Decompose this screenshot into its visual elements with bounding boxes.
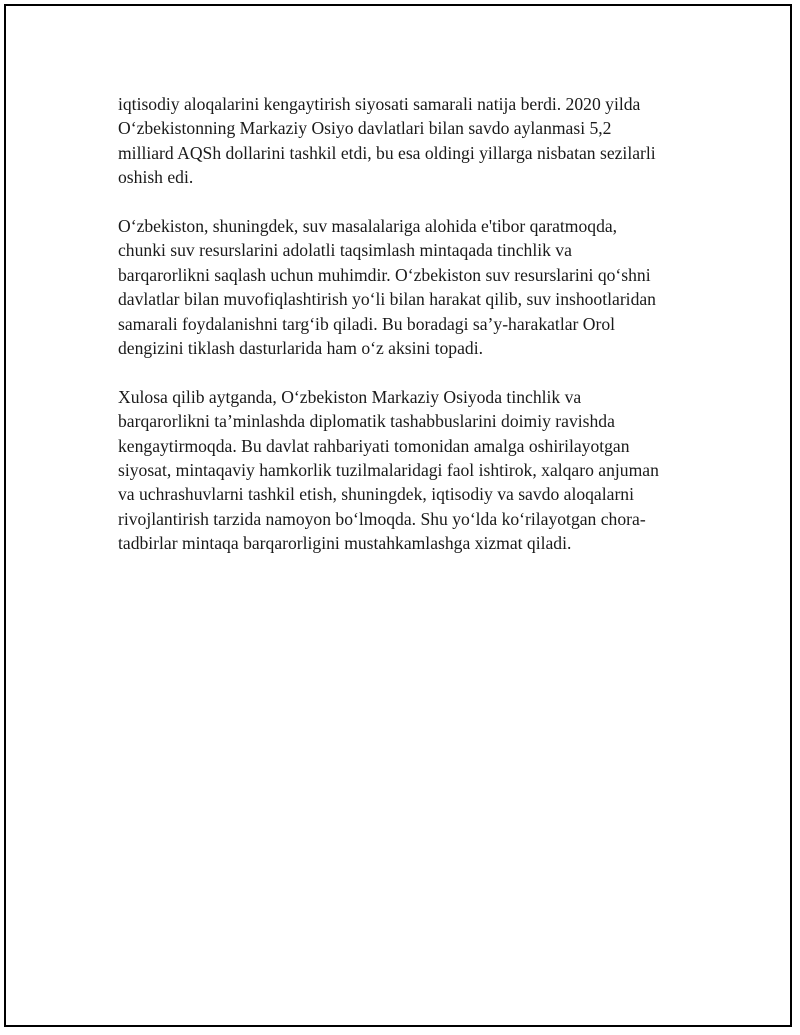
text-line: samarali foydalanishni targ‘ib qiladi. Bu boradagi sa’y-harakatlar Orol xyxy=(118,313,616,334)
paragraph-conclusion xyxy=(118,385,708,556)
text-line: rivojlantirish tarzida namoyon bo‘lmoqda. Shu yo‘lda ko‘rilayotgan chora- xyxy=(118,508,646,529)
text-line: oshish edi. xyxy=(118,167,194,188)
text-line: barqarorlikni ta’minlashda diplomatik tashabbuslarini doimiy ravishda xyxy=(118,411,615,432)
text-line: siyosat, mintaqaviy hamkorlik tuzilmalaridagi faol ishtirok, xalqaro anjuman xyxy=(118,460,659,481)
text-line: chunki suv resurslarini adolatli taqsimlash mintaqada tinchlik va xyxy=(118,240,572,261)
paragraph-water xyxy=(118,214,708,360)
text-line: barqarorlikni saqlash uchun muhimdir. O‘zbekiston suv resurslarini qo‘shni xyxy=(118,264,651,285)
text-line: va uchrashuvlarni tashkil etish, shuningdek, iqtisodiy va savdo aloqalarni xyxy=(118,484,634,505)
text-line: tadbirlar mintaqa barqarorligini mustahkamlashga xizmat qiladi. xyxy=(118,533,572,554)
text-line: dengizini tiklash dasturlarida ham o‘z aksini topadi. xyxy=(118,338,483,359)
text-line: Xulosa qilib aytganda, O‘zbekiston Markaziy Osiyoda tinchlik va xyxy=(118,386,582,407)
text-line: O‘zbekiston, shuningdek, suv masalalariga alohida e'tibor qaratmoqda, xyxy=(118,216,618,237)
text-line: milliard AQSh dollarini tashkil etdi, bu esa oldingi yillarga nisbatan sezilarli xyxy=(118,142,656,163)
text-line: iqtisodiy aloqalarini kengaytirish siyosati samarali natija berdi. 2020 yilda xyxy=(118,94,641,114)
text-line: kengaytirmoqda. Bu davlat rahbariyati tomonidan amalga oshirilayotgan xyxy=(118,435,630,456)
text-line: O‘zbekistonning Markaziy Osiyo davlatlari bilan savdo aylanmasi 5,2 xyxy=(118,118,612,139)
paragraph-trade xyxy=(118,92,708,190)
text-line: davlatlar bilan muvofiqlashtirish yo‘li bilan harakat qilib, suv inshootlaridan xyxy=(118,289,656,310)
document-body xyxy=(118,92,708,580)
